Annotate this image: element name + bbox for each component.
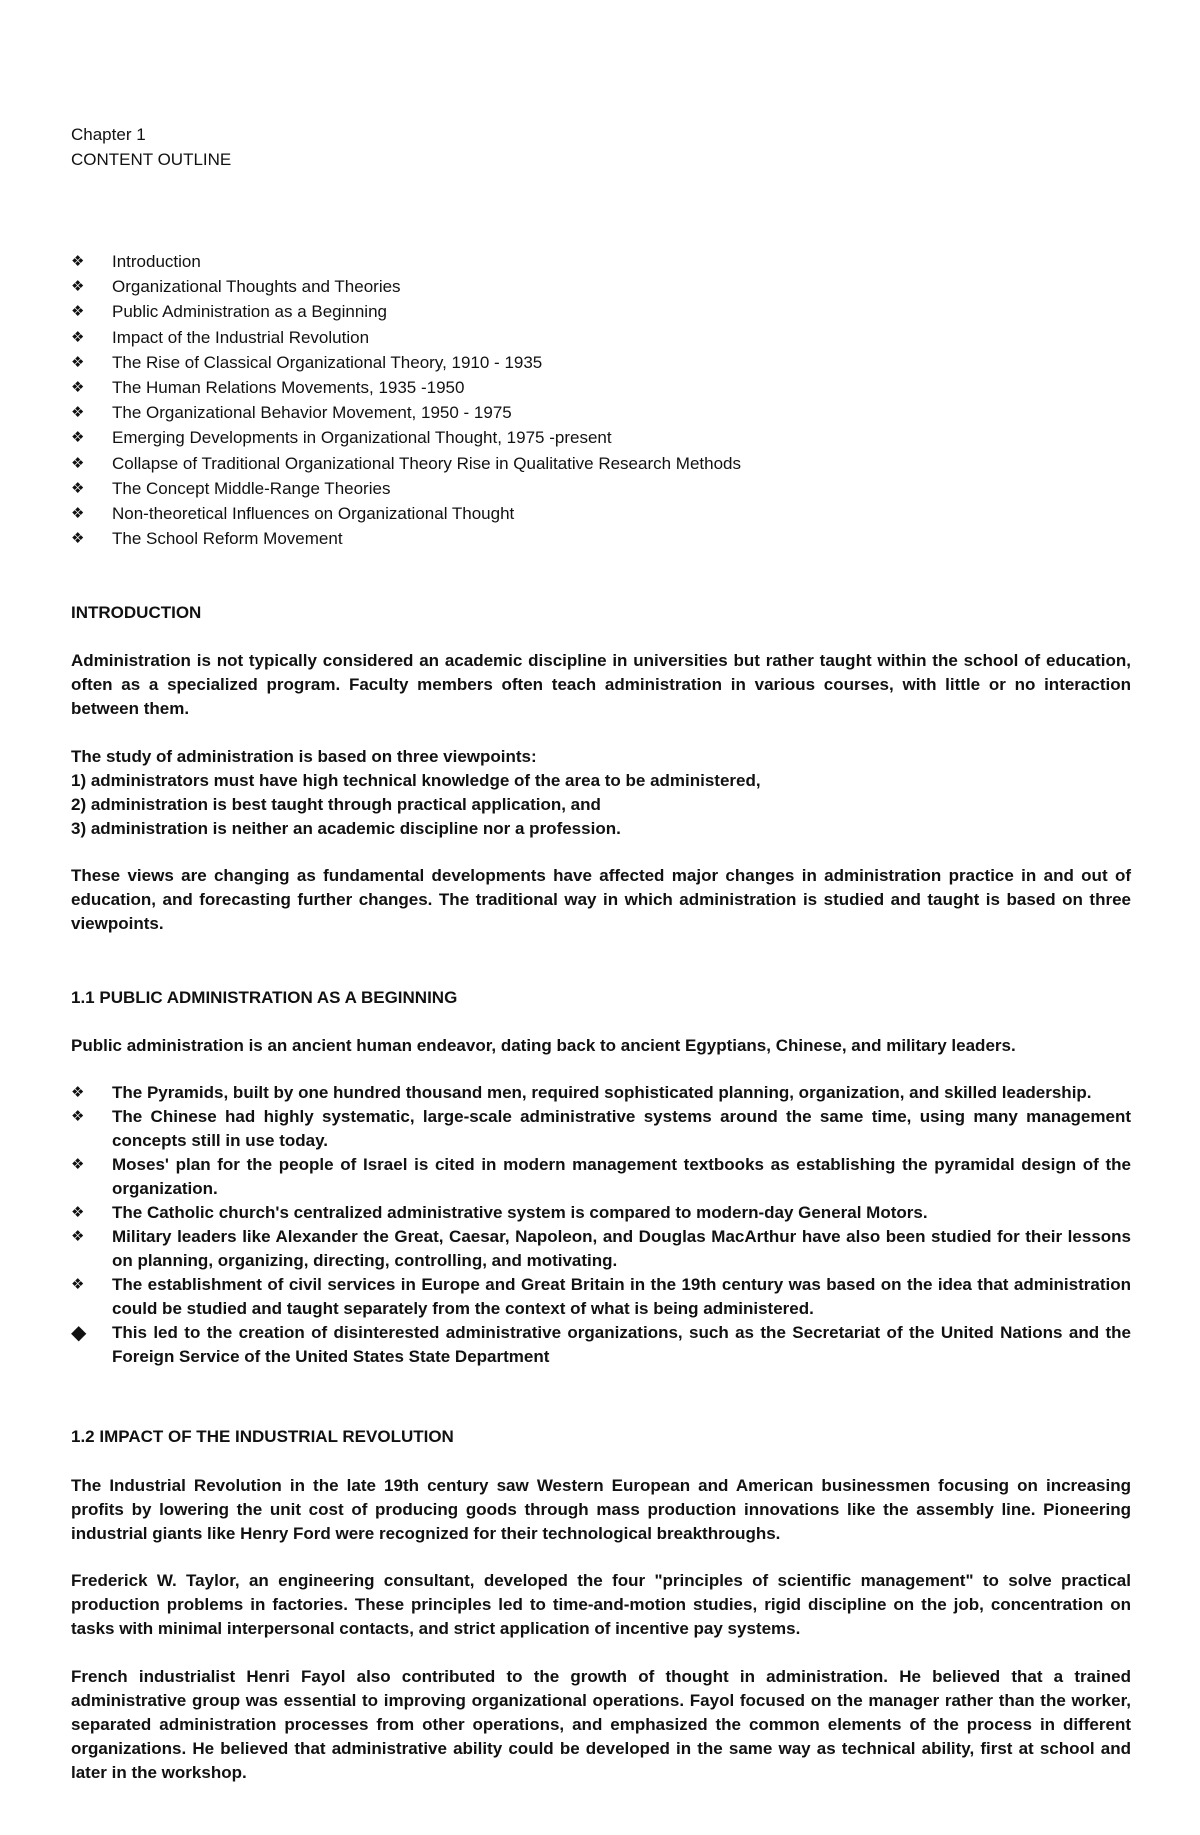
outline-item (71, 300, 1131, 325)
outline-item-text: Emerging Developments in Organizational Thought, 1975 -present (112, 428, 612, 448)
outline-title: CONTENT OUTLINE (71, 150, 232, 169)
outline-item-text: The Concept Middle-Range Theories (112, 478, 391, 498)
bullet-fleur-icon: ❖ (71, 1204, 85, 1221)
section-1-1-bullet-list (71, 1081, 1131, 1369)
section-1-2-paragraph-1 (71, 1474, 1131, 1546)
list-item (71, 1081, 1131, 1105)
content-outline-list (71, 250, 1131, 552)
bullet-diamond-icon: ◆ (71, 1322, 87, 1344)
section-1-2-p3-text: French industrialist Henri Fayol also contributed to the growth of thought in administration. He believed that a trained administrative group was essential to improving organizational operations. Fayol focused on the manager rather than the worker, separated administration processes from other operations, and emphasized the common elements of the process in different organizations. He believed that administrative ability could be developed in the same way as technical ability, first at school and later in the workshop. (71, 1667, 1131, 1782)
list-item (71, 1153, 1131, 1201)
list-item-text: Moses' plan for the people of Israel is cited in modern management textbooks as establishing the pyramidal design of the organization. (112, 1155, 1131, 1198)
section-1-1-intro (71, 1034, 1131, 1058)
bullet-fleur-icon: ❖ (71, 328, 85, 346)
outline-item-text: Impact of the Industrial Revolution (112, 327, 370, 347)
list-item (71, 1105, 1131, 1153)
bullet-fleur-icon: ❖ (71, 504, 85, 522)
outline-item (71, 351, 1131, 376)
outline-item-text: Public Administration as a Beginning (112, 302, 387, 322)
bullet-fleur-icon: ❖ (71, 530, 85, 548)
section-1-2-heading: 1.2 IMPACT OF THE INDUSTRIAL REVOLUTION (71, 1427, 454, 1446)
outline-item-text: Introduction (112, 252, 201, 271)
outline-item (71, 426, 1131, 451)
bullet-fleur-icon: ❖ (71, 1084, 85, 1101)
outline-item (71, 477, 1131, 502)
bullet-fleur-icon: ❖ (71, 278, 85, 296)
introduction-paragraph-3 (71, 864, 1131, 936)
list-item-text: The Catholic church's centralized administrative system is compared to modern-day General Motors. (112, 1203, 928, 1222)
introduction-paragraph-1 (71, 649, 1131, 721)
list-item (71, 1225, 1131, 1273)
bullet-fleur-icon: ❖ (71, 353, 85, 371)
list-item-text: The Chinese had highly systematic, large-scale administrative systems around the same time, using many management concepts still in use today. (112, 1107, 1131, 1150)
introduction-heading: INTRODUCTION (71, 603, 202, 622)
bullet-fleur-icon: ❖ (71, 429, 85, 447)
bullet-fleur-icon: ❖ (71, 479, 85, 497)
bullet-fleur-icon: ❖ (71, 303, 85, 321)
viewpoint-item: 2) administration is best taught through practical application, and (71, 795, 601, 814)
viewpoints-intro: The study of administration is based on three viewpoints: (71, 747, 537, 766)
section-1-1-heading: 1.1 PUBLIC ADMINISTRATION AS A BEGINNING (71, 988, 458, 1007)
outline-item-text: The Rise of Classical Organizational Theory, 1910 - 1935 (112, 352, 543, 372)
bullet-fleur-icon: ❖ (71, 253, 85, 270)
section-1-2-p2-text: Frederick W. Taylor, an engineering consultant, developed the four "principles of scientific management" to solve practical production problems in factories. These principles led to time-and-motion studies, rigid discipline on the job, concentration on tasks with minimal interpersonal contacts, and strict application of incentive pay systems. (71, 1571, 1131, 1638)
list-item-text: Military leaders like Alexander the Great, Caesar, Napoleon, and Douglas MacArthur have also been studied for their lessons on planning, organizing, directing, controlling, and motivating. (112, 1227, 1131, 1270)
bullet-fleur-icon: ❖ (71, 404, 85, 422)
section-1-2-paragraph-3 (71, 1665, 1131, 1785)
bullet-fleur-icon: ❖ (71, 1276, 85, 1293)
list-item (71, 1321, 1131, 1369)
outline-item-text: The School Reform Movement (112, 529, 343, 549)
outline-item (71, 376, 1131, 401)
bullet-fleur-icon: ❖ (71, 1228, 85, 1245)
chapter-header (71, 123, 231, 173)
bullet-fleur-icon: ❖ (71, 1156, 85, 1173)
viewpoint-item: 3) administration is neither an academic discipline nor a profession. (71, 819, 621, 838)
bullet-fleur-icon: ❖ (71, 378, 85, 396)
outline-item (71, 527, 1131, 552)
chapter-label: Chapter 1 (71, 125, 146, 144)
list-item (71, 1201, 1131, 1225)
outline-item (71, 275, 1131, 300)
outline-item (71, 326, 1131, 351)
outline-item (71, 502, 1131, 527)
section-1-2-p1-text: The Industrial Revolution in the late 19th century saw Western European and American businessmen focusing on increasing profits by lowering the unit cost of producing goods through mass production innovations like the assembly line. Pioneering industrial giants like Henry Ford were recognized for their technological breakthroughs. (71, 1476, 1131, 1543)
list-item-text: This led to the creation of disinterested administrative organizations, such as the Secretariat of the United Nations and the Foreign Service of the United States State Department (112, 1323, 1131, 1366)
section-1-2-paragraph-2 (71, 1569, 1131, 1641)
list-item-text: The Pyramids, built by one hundred thousand men, required sophisticated planning, organization, and skilled leadership. (112, 1083, 1092, 1102)
outline-item (71, 401, 1131, 426)
outline-item-text: Collapse of Traditional Organizational Theory Rise in Qualitative Research Methods (112, 453, 742, 473)
introduction-p1-text: Administration is not typically considered an academic discipline in universities but rather taught within the school of education, often as a specialized program. Faculty members often teach administration in various courses, with little or no interaction between them. (71, 651, 1131, 718)
list-item (71, 1273, 1131, 1321)
outline-item (71, 250, 1131, 275)
introduction-p3-text: These views are changing as fundamental developments have affected major changes in administration practice in and out of education, and forecasting further changes. The traditional way in which administration is studied and taught is based on three viewpoints. (71, 866, 1131, 933)
outline-item-text: Organizational Thoughts and Theories (112, 277, 401, 297)
outline-item-text: The Human Relations Movements, 1935 -1950 (112, 377, 465, 397)
outline-item-text: The Organizational Behavior Movement, 1950 - 1975 (112, 403, 512, 423)
outline-item (71, 452, 1131, 477)
list-item-text: The establishment of civil services in Europe and Great Britain in the 19th century was based on the idea that administration could be studied and taught separately from the context of what is being administered. (112, 1275, 1131, 1318)
bullet-fleur-icon: ❖ (71, 1108, 85, 1125)
outline-item-text: Non-theoretical Influences on Organizational Thought (112, 503, 515, 523)
viewpoint-item: 1) administrators must have high technical knowledge of the area to be administered, (71, 771, 761, 790)
section-1-1-intro-text: Public administration is an ancient human endeavor, dating back to ancient Egyptians, Chinese, and military leaders. (71, 1036, 1016, 1055)
viewpoints-block (71, 745, 1131, 841)
bullet-fleur-icon: ❖ (71, 454, 85, 472)
